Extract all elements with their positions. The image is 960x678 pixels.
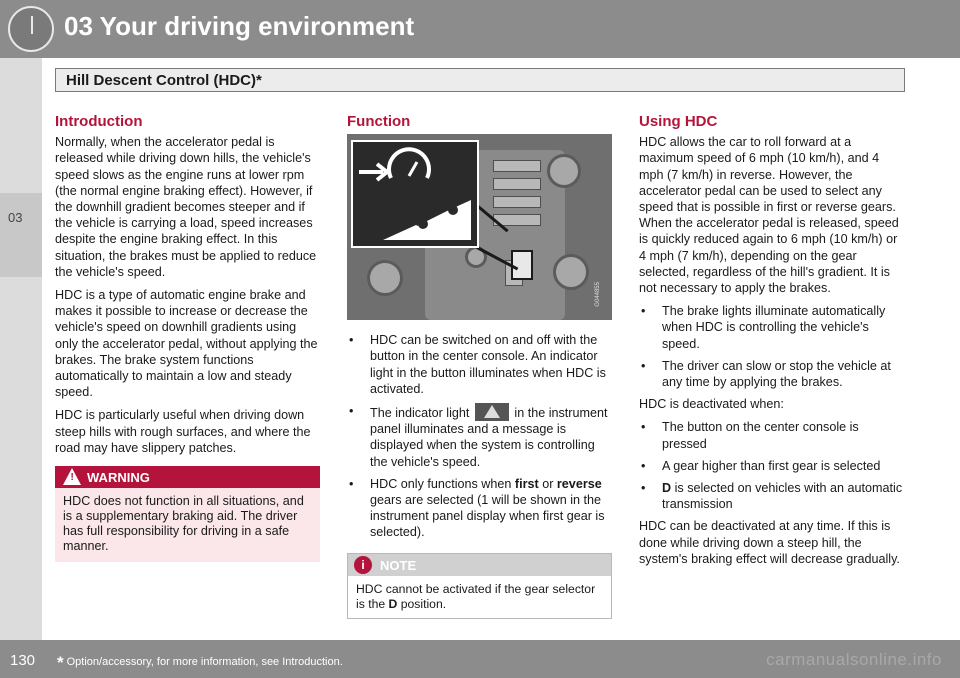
note-label: NOTE	[380, 557, 417, 573]
side-tab-marker	[0, 193, 42, 277]
console-key-icon	[493, 160, 541, 172]
warning-label: WARNING	[87, 470, 150, 486]
warning-header	[55, 466, 320, 488]
side-tab-number: 03	[8, 210, 23, 225]
list-item: • The button on the center console is pressed	[639, 419, 904, 451]
reverse-gear-term: reverse	[556, 476, 602, 491]
note-text-end: position.	[400, 596, 447, 611]
function-bullet-3-end: gears are selected (1 will be shown in the instrument panel display when first gear is selected).	[370, 493, 605, 540]
note-text-start: HDC cannot be activated if the gear selector is the	[356, 581, 596, 611]
function-bullet-1: HDC can be switched on and off with the button in the center console. An indicator light in the button illuminates when HDC is activated.	[370, 333, 606, 396]
using-hdc-heading: Using HDC	[639, 113, 718, 130]
column-introduction	[55, 114, 320, 562]
figure-code: G044855	[594, 282, 601, 307]
warning-box	[55, 466, 320, 562]
note-box	[347, 553, 612, 619]
column-function	[347, 114, 612, 619]
hdc-symbol-inset	[351, 140, 479, 248]
chapter-title: 03 Your driving environment	[64, 11, 415, 41]
using-hdc-intro: HDC allows the car to roll forward at a maximum speed of 6 mph (10 km/h), and 4 mph (7 km/h) in reverse. However, the accelerator pedal can be used to select any speed that is possible in first or reverse gears. When the accelerator pedal is released, speed is quickly reduced again to 6 mph (10 km/h) or 4 mph (7 km/h), depending on the gear selected, regardless of the hill's gradient. It is not necessary to apply the brakes.	[639, 135, 899, 296]
info-icon: i	[354, 556, 372, 574]
list-item	[347, 332, 612, 397]
introduction-heading: Introduction	[55, 113, 143, 130]
section-header	[55, 68, 905, 92]
hdc-car-on-slope-icon	[353, 142, 477, 246]
gear-d-term: D	[662, 481, 672, 496]
function-list	[347, 332, 612, 540]
intro-paragraph-3: HDC is particularly useful when driving down steep hills with rough surfaces, and where the road may have slippery patches.	[55, 408, 311, 455]
center-console-illustration	[347, 134, 612, 320]
exclamation-icon: !	[70, 472, 74, 484]
footer-note	[57, 653, 343, 673]
console-key-icon	[493, 178, 541, 190]
intro-paragraph-1: Normally, when the accelerator pedal is released while driving down hills, the vehicle's speed slows as the engine runs at lower rpm (the normal engine braking effect). However, if the downhill gradient becomes steeper and if the vehicle is carrying a load, speed increases despite the engine braking effect. In this situation, the brakes must be applied to reduce the vehicle's speed.	[55, 135, 317, 279]
list-item: • The driver can slow or stop the vehicle at any time by applying the brakes.	[639, 358, 904, 390]
list-item	[347, 403, 612, 470]
watermark: carmanualsonline.info	[766, 650, 942, 669]
list-item: • The brake lights illuminate automatically when HDC is controlling the vehicle's speed.	[639, 303, 904, 352]
console-key-icon	[493, 196, 541, 208]
using-hdc-list	[639, 303, 904, 390]
speedometer-logo-icon	[8, 6, 54, 52]
hdc-indicator-icon	[475, 403, 509, 421]
function-bullet-2-end: in the instrument panel illuminates and a message is displayed when the system is controlling the vehicle's speed.	[370, 406, 608, 469]
gear-d-text: is selected on vehicles with an automatic transmission	[662, 481, 903, 512]
page-number: 130	[10, 652, 36, 669]
temperature-knob-icon	[553, 254, 589, 290]
note-gear-d: D	[388, 596, 398, 611]
function-bullet-2-start: The indicator light	[370, 406, 470, 421]
fan-knob-icon	[367, 260, 403, 296]
list-item	[347, 476, 612, 541]
note-header	[348, 554, 611, 576]
footnote-text: Option/accessory, for more information, see Introduction.	[66, 656, 343, 668]
warning-text: HDC does not function in all situations, and is a supplementary braking aid. The driver has full responsibility for driving in a safe manner.	[63, 494, 304, 554]
intro-paragraph-2: HDC is a type of automatic engine brake and makes it possible to increase or decrease the vehicle's speed on downhill gradients using only the accelerator pedal, without applying the brakes. The brake system functions automatically to maintain a low and steady speed.	[55, 288, 318, 400]
climate-knob-icon	[547, 154, 581, 188]
first-gear-term: first	[514, 476, 539, 491]
side-strip	[0, 58, 42, 640]
page-footer	[0, 640, 960, 678]
list-item: • A gear higher than first gear is selected	[639, 458, 904, 474]
list-item	[639, 480, 904, 512]
chapter-header	[0, 0, 960, 58]
function-heading: Function	[347, 113, 411, 130]
note-text	[348, 576, 611, 618]
deactivation-list	[639, 419, 904, 512]
using-hdc-closing: HDC can be deactivated at any time. If this is done while driving down a steep hill, the system's braking effect will decrease gradually.	[639, 519, 900, 566]
section-title: Hill Descent Control (HDC)*	[66, 72, 262, 89]
deactivated-heading: HDC is deactivated when:	[639, 397, 784, 412]
column-using-hdc	[639, 114, 904, 574]
function-bullet-3-start: HDC only functions when	[370, 476, 512, 491]
or-term: or	[542, 476, 554, 491]
footnote-star: *	[57, 653, 64, 672]
